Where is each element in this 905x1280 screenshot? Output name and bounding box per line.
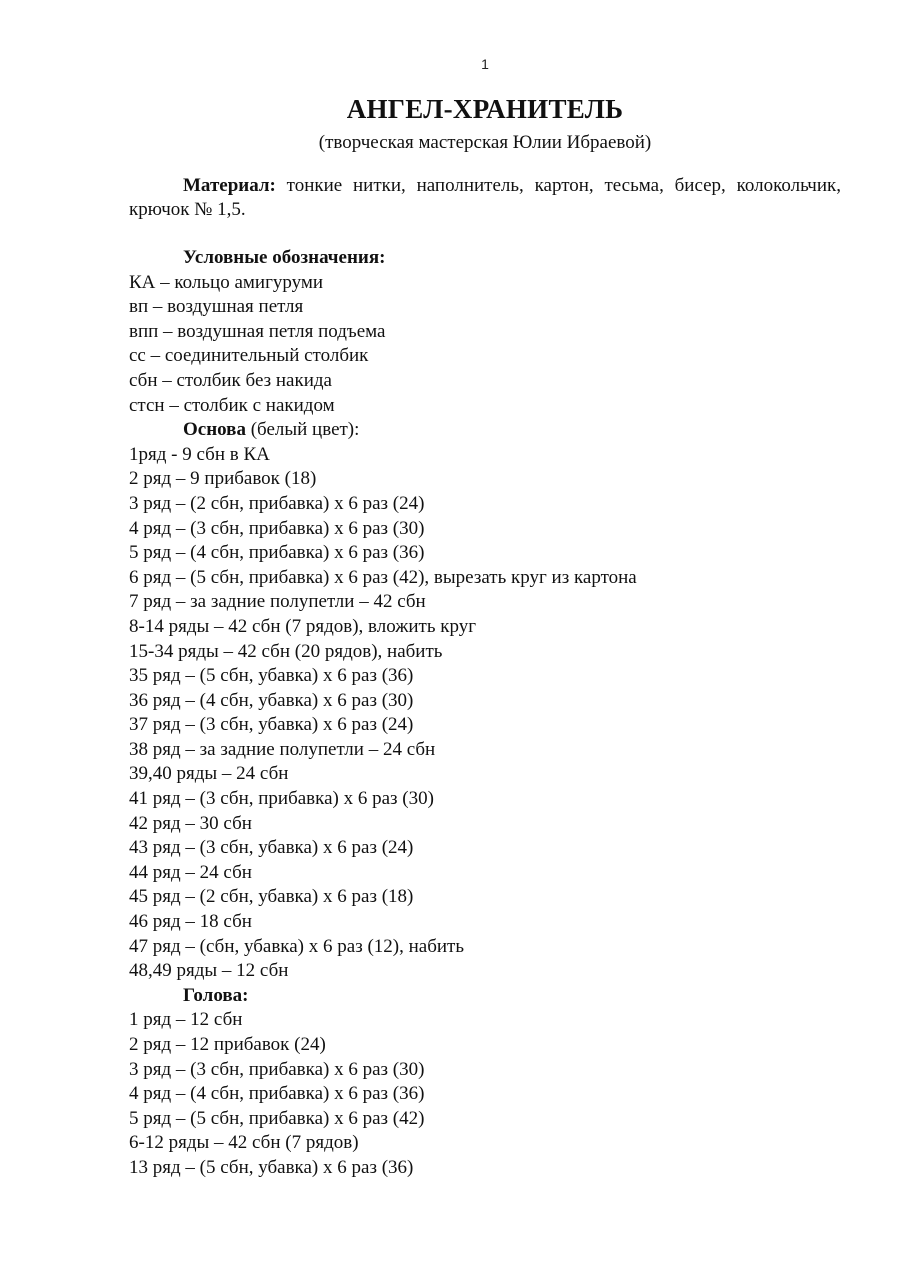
pattern-row: 36 ряд – (4 сбн, убавка) х 6 раз (30) (129, 689, 414, 711)
legend-heading: Условные обозначения: (183, 247, 386, 268)
pattern-row: 41 ряд – (3 сбн, прибавка) х 6 раз (30) (129, 788, 434, 810)
pattern-row: 39,40 ряды – 24 сбн (129, 763, 289, 785)
pattern-row: 48,49 ряды – 12 сбн (129, 960, 289, 982)
base-heading (129, 418, 841, 443)
pattern-row: 3 ряд – (3 сбн, прибавка) х 6 раз (30) (129, 1058, 425, 1080)
pattern-row: 37 ряд – (3 сбн, убавка) х 6 раз (24) (129, 714, 414, 736)
pattern-row: 45 ряд – (2 сбн, убавка) х 6 раз (18) (129, 886, 414, 908)
pattern-row: 5 ряд – (5 сбн, прибавка) х 6 раз (42) (129, 1107, 425, 1129)
legend-item: сбн – столбик без накида (129, 369, 332, 391)
section-gap (129, 222, 841, 246)
pattern-row: 2 ряд – 12 прибавок (24) (129, 1034, 326, 1055)
pattern-row: 35 ряд – (5 сбн, убавка) х 6 раз (36) (129, 665, 414, 687)
document-body (129, 174, 841, 1181)
document-title: АНГЕЛ-ХРАНИТЕЛЬ (346, 94, 624, 124)
legend-item: сс – соединительный столбик (129, 345, 369, 367)
pattern-row: 38 ряд – за задние полупетли – 24 сбн (129, 738, 436, 760)
base-heading-note: (белый цвет): (245, 419, 360, 441)
pattern-row: 1 ряд – 12 сбн (129, 1009, 243, 1031)
legend-item: стсн – столбик с накидом (129, 394, 335, 416)
page-number: 1 (481, 56, 489, 72)
pattern-row: 4 ряд – (4 сбн, прибавка) х 6 раз (36) (129, 1083, 425, 1105)
pattern-row: 42 ряд – 30 сбн (129, 812, 252, 834)
head-heading: Голова: (183, 984, 249, 1006)
pattern-row: 6-12 ряды – 42 сбн (7 рядов) (129, 1132, 359, 1154)
pattern-row: 43 ряд – (3 сбн, убавка) х 6 раз (24) (129, 837, 414, 859)
pattern-row: 6 ряд – (5 сбн, прибавка) х 6 раз (42), вырезать круг из картона (129, 566, 637, 588)
pattern-row: 7 ряд – за задние полупетли – 42 сбн (129, 591, 426, 613)
materials-text: тонкие нитки, наполнитель, картон, тесьма, бисер, колокольчик, крючок № 1,5. (129, 175, 841, 220)
pattern-row: 15-34 ряды – 42 сбн (20 рядов), набить (129, 640, 443, 662)
pattern-row: 2 ряд – 9 прибавок (18) (129, 468, 317, 490)
pattern-row: 46 ряд – 18 сбн (129, 911, 252, 933)
legend-item: КА – кольцо амигуруми (129, 271, 324, 293)
legend-item: вп – воздушная петля (129, 296, 304, 318)
materials-paragraph (129, 174, 841, 222)
materials-label: Материал: (183, 175, 276, 196)
head-rows (129, 1008, 841, 1180)
legend-list (129, 271, 841, 419)
pattern-row: 3 ряд – (2 сбн, прибавка) х 6 раз (24) (129, 492, 425, 514)
pattern-row: 8-14 ряды – 42 сбн (7 рядов), вложить круг (129, 615, 477, 637)
pattern-row: 4 ряд – (3 сбн, прибавка) х 6 раз (30) (129, 517, 425, 539)
pattern-row: 13 ряд – (5 сбн, убавка) х 6 раз (36) (129, 1156, 414, 1178)
legend-item: впп – воздушная петля подъема (129, 320, 386, 342)
base-heading-label: Основа (183, 419, 246, 441)
pattern-row: 44 ряд – 24 сбн (129, 861, 252, 883)
document-subtitle: (творческая мастерская Юлии Ибраевой) (318, 132, 652, 153)
base-rows (129, 443, 841, 984)
pattern-row: 5 ряд – (4 сбн, прибавка) х 6 раз (36) (129, 542, 425, 564)
pattern-row: 1ряд - 9 сбн в КА (129, 443, 270, 465)
pattern-row: 47 ряд – (сбн, убавка) х 6 раз (12), набить (129, 935, 465, 957)
